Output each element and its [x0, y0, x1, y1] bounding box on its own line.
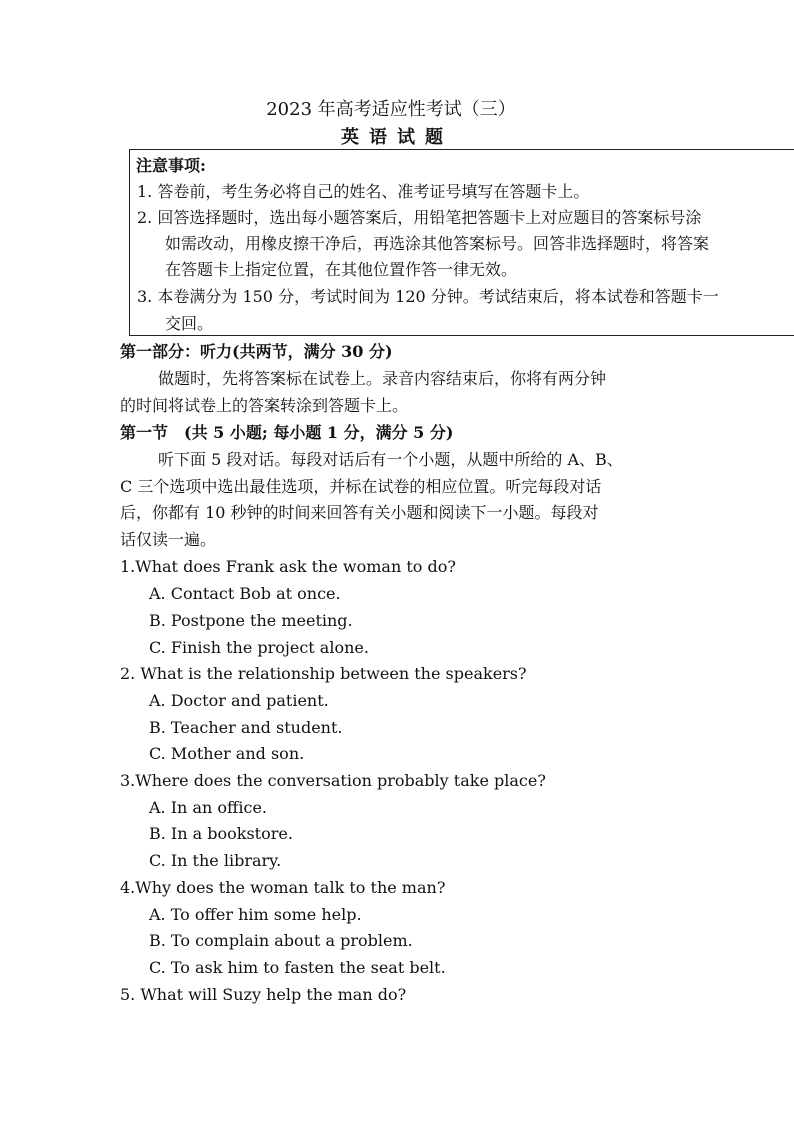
notice-line: 3. 本卷满分为 150 分，考试时间为 120 分钟。考试结束后，将本试卷和答题卡一 — [137, 287, 719, 306]
answer-option: A. In an office. — [149, 798, 267, 817]
answer-option: C. To ask him to fasten the seat belt. — [149, 958, 446, 977]
answer-option: C. In the library. — [149, 851, 282, 870]
question-text: 1.What does Frank ask the woman to do? — [120, 557, 456, 576]
section1-intro-line: 后，你都有 10 秒钟的时间来回答有关小题和阅读下一小题。每段对 — [120, 503, 599, 522]
question-text: 2. What is the relationship between the speakers? — [120, 664, 527, 683]
exam-subtitle: 英语试题 — [341, 127, 453, 148]
notice-line: 如需改动，用橡皮擦干净后，再选涂其他答案标号。回答非选择题时，将答案 — [165, 234, 710, 253]
answer-option: A. To offer him some help. — [149, 905, 362, 924]
question-text: 5. What will Suzy help the man do? — [120, 985, 407, 1004]
section1-intro-line: C 三个选项中选出最佳选项，并标在试卷的相应位置。听完每段对话 — [120, 477, 602, 496]
answer-option: C. Finish the project alone. — [149, 638, 369, 657]
answer-option: B. Teacher and student. — [149, 718, 343, 737]
notice-line: 交回。 — [165, 314, 214, 333]
question-text: 3.Where does the conversation probably take place? — [120, 771, 546, 790]
notice-title: 注意事项: — [136, 156, 206, 175]
section1-intro-line: 话仅读一遍。 — [120, 530, 217, 549]
notice-line: 在答题卡上指定位置，在其他位置作答一律无效。 — [165, 260, 518, 279]
section1-heading: 第一节 (共 5 小题; 每小题 1 分，满分 5 分) — [120, 423, 454, 442]
answer-option: A. Contact Bob at once. — [149, 584, 341, 603]
answer-option: A. Doctor and patient. — [149, 691, 329, 710]
notice-line: 2. 回答选择题时，选出每小题答案后，用铅笔把答题卡上对应题目的答案标号涂 — [137, 208, 702, 227]
section1-intro-line: 听下面 5 段对话。每段对话后有一个小题，从题中所给的 A、B、 — [158, 450, 623, 469]
answer-option: C. Mother and son. — [149, 744, 305, 763]
part1-intro-line: 的时间将试卷上的答案转涂到答题卡上。 — [120, 396, 409, 415]
answer-option: B. Postpone the meeting. — [149, 611, 353, 630]
part1-heading: 第一部分：听力(共两节，满分 30 分) — [120, 342, 393, 361]
answer-option: B. To complain about a problem. — [149, 931, 413, 950]
exam-title: 2023 年高考适应性考试（三） — [266, 99, 516, 120]
question-text: 4.Why does the woman talk to the man? — [120, 878, 446, 897]
notice-line: 1. 答卷前，考生务必将自己的姓名、准考证号填写在答题卡上。 — [137, 182, 590, 201]
part1-intro-line: 做题时，先将答案标在试卷上。录音内容结束后，你将有两分钟 — [158, 369, 607, 388]
answer-option: B. In a bookstore. — [149, 824, 293, 843]
